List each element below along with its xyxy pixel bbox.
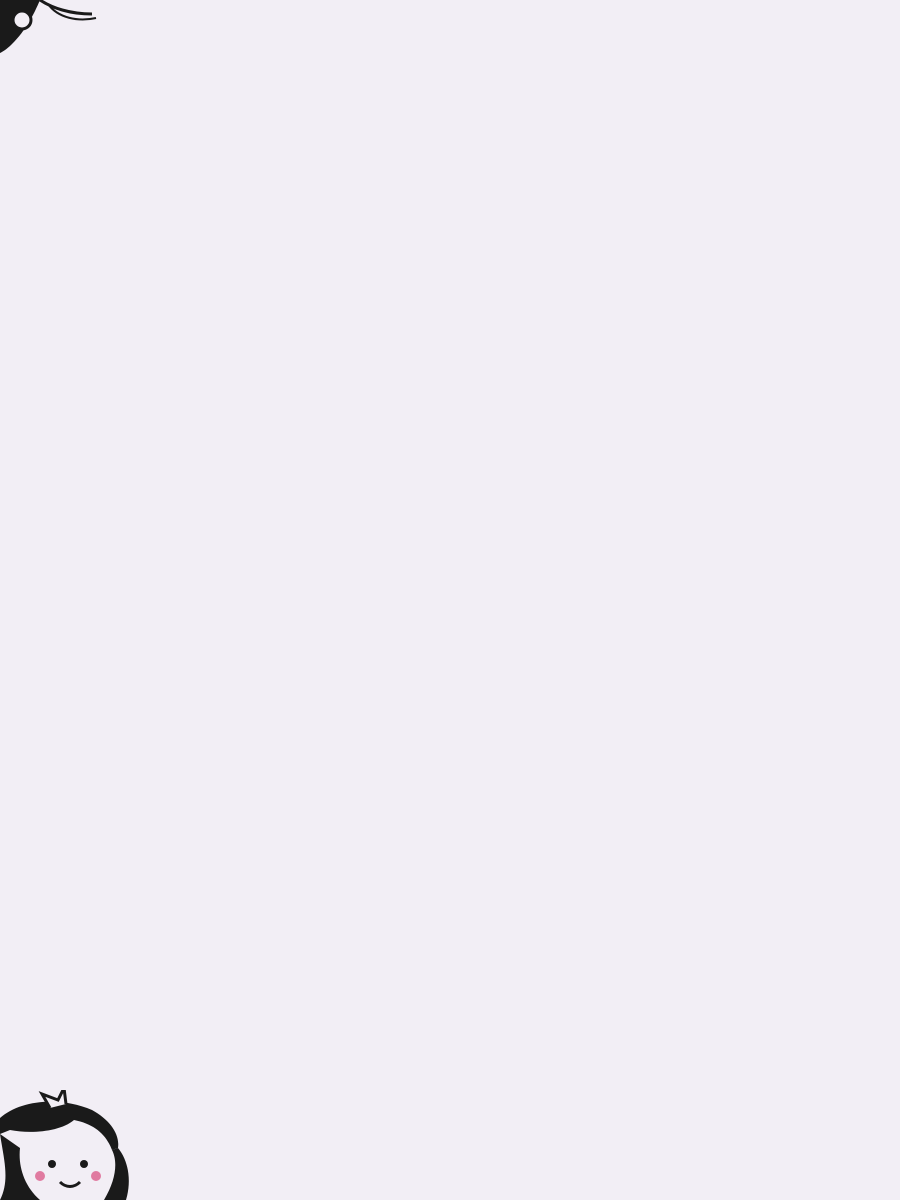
girl-hair-illustration	[0, 0, 110, 60]
girl-face-illustration	[0, 1090, 135, 1200]
